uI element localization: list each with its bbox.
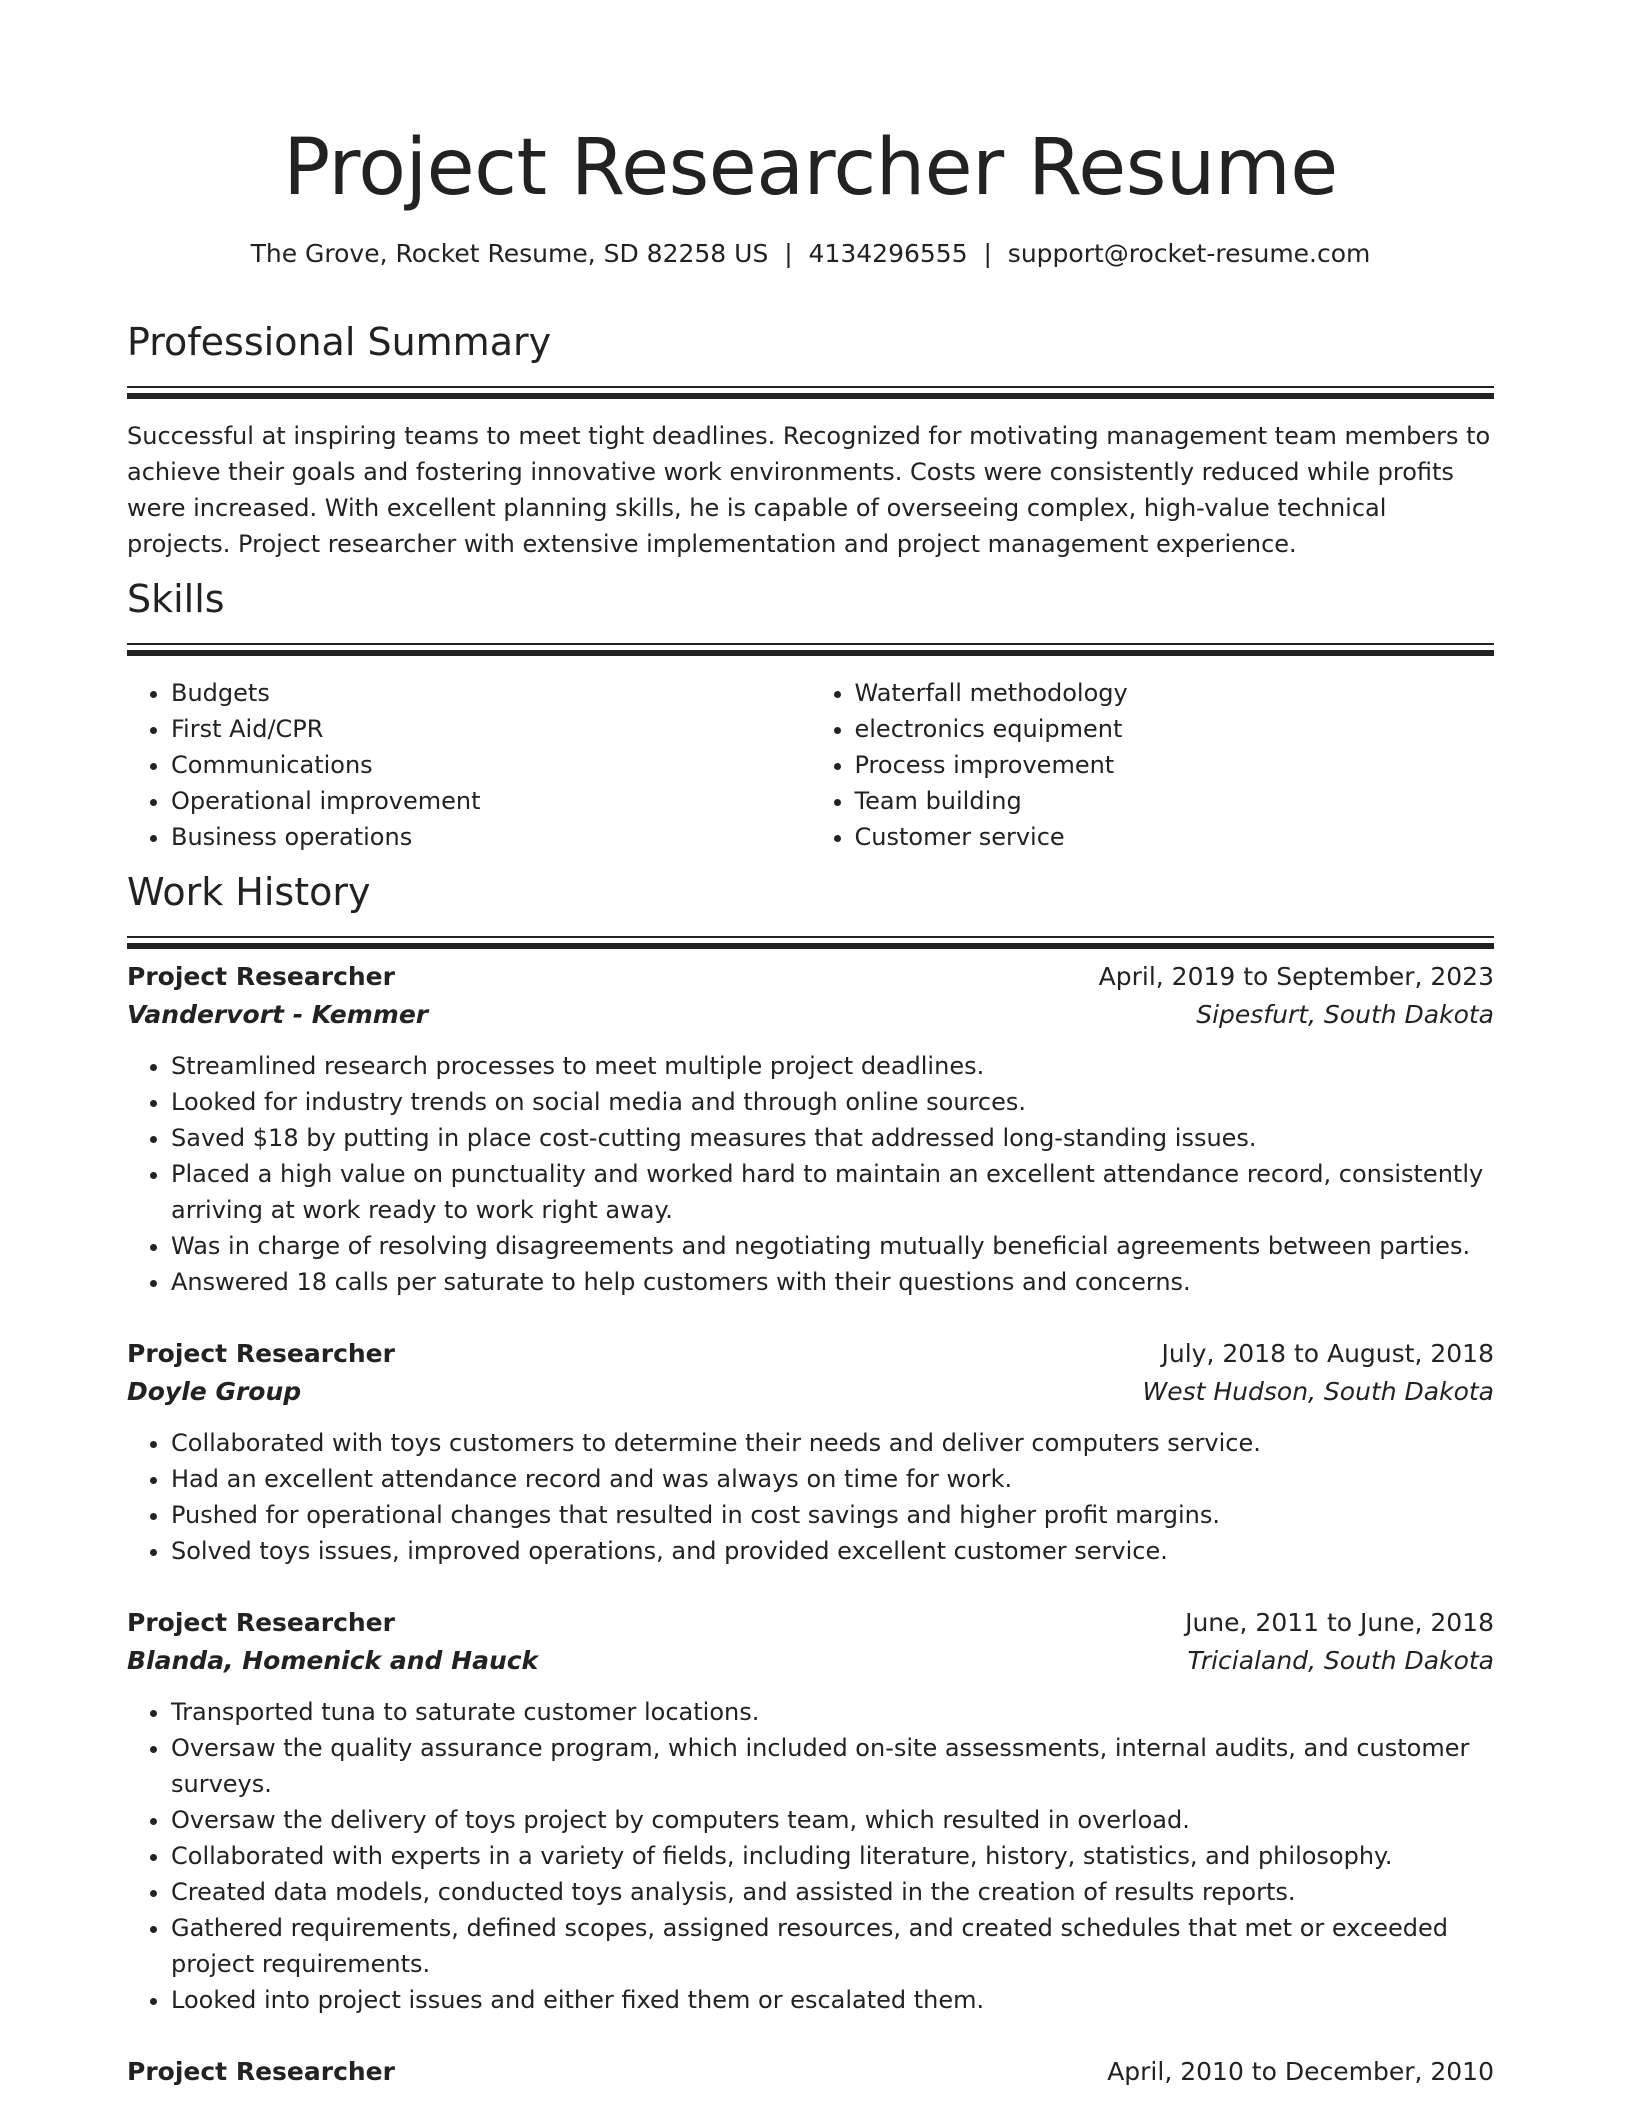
section-divider xyxy=(127,386,1494,396)
section-divider xyxy=(127,643,1494,653)
job-entry xyxy=(127,958,1494,1300)
section-divider xyxy=(127,936,1494,946)
section-heading: Work History xyxy=(127,870,371,914)
company-name: Doyle Group xyxy=(127,1377,302,1406)
skills-column-right xyxy=(811,675,1495,855)
list-item: • Answered 18 calls per saturate to help customers with their questions and concerns. xyxy=(171,1264,1494,1300)
list-item: • Oversaw the quality assurance program, which included on-site assessments, internal audits, and customer surveys. xyxy=(171,1730,1494,1802)
list-item: • Saved $18 by putting in place cost-cutting measures that addressed long-standing issues. xyxy=(171,1120,1494,1156)
list-item: • Placed a high value on punctuality and worked hard to maintain an excellent attendance record, consistently arriving at work ready to work right away. xyxy=(171,1156,1494,1228)
summary-section xyxy=(127,318,1494,562)
job-location: Tricialand, South Dakota xyxy=(1187,1646,1494,1675)
list-item: • Created data models, conducted toys analysis, and assisted in the creation of results reports. xyxy=(171,1874,1494,1910)
list-item: • Transported tuna to saturate customer locations. xyxy=(171,1694,1494,1730)
job-dates: April, 2010 to December, 2010 xyxy=(1107,2057,1494,2086)
section-heading: Professional Summary xyxy=(127,320,552,364)
list-item: • Looked into project issues and either fixed them or escalated them. xyxy=(171,1982,1494,2018)
list-item: • Oversaw the delivery of toys project by computers team, which resulted in overload. xyxy=(171,1802,1494,1838)
list-item: • Collaborated with experts in a variety of fields, including literature, history, statistics, and philosophy. xyxy=(171,1838,1494,1874)
contact-line: The Grove, Rocket Resume, SD 82258 US | 4134296555 | support@rocket-resume.com xyxy=(250,239,1371,268)
job-dates: July, 2018 to August, 2018 xyxy=(1161,1339,1494,1368)
summary-text: Successful at inspiring teams to meet tight deadlines. Recognized for motivating management team members to achieve their goals and fostering innovative work environments. Costs were consistently reduced while profits were increased. With excellent planning skills, he is capable of overseeing complex, high-value technical projects. Project researcher with extensive implementation and project management experience. xyxy=(127,422,1491,558)
section-heading: Skills xyxy=(127,577,225,621)
job-location: West Hudson, South Dakota xyxy=(1142,1377,1494,1406)
job-title: Project Researcher xyxy=(127,1339,395,1368)
list-item: • Pushed for operational changes that resulted in cost savings and higher profit margins. xyxy=(171,1497,1494,1533)
skills-list xyxy=(127,675,1494,855)
job-bullets xyxy=(127,1425,1494,1569)
list-item: • Customer service xyxy=(855,819,1495,855)
job-title: Project Researcher xyxy=(127,962,395,991)
skills-column-left xyxy=(127,675,811,855)
list-item: • Gathered requirements, defined scopes, assigned resources, and created schedules that met or exceeded project requirements. xyxy=(171,1910,1494,1982)
list-item: • Was in charge of resolving disagreements and negotiating mutually beneficial agreements between parties. xyxy=(171,1228,1494,1264)
list-item: • Operational improvement xyxy=(171,783,811,819)
job-title: Project Researcher xyxy=(127,2057,395,2086)
list-item: • electronics equipment xyxy=(855,711,1495,747)
job-dates: April, 2019 to September, 2023 xyxy=(1098,962,1494,991)
company-name: Blanda, Homenick and Hauck xyxy=(127,1646,539,1675)
job-location: Sipesfurt, South Dakota xyxy=(1196,1000,1494,1029)
job-title: Project Researcher xyxy=(127,1608,395,1637)
skills-section xyxy=(127,575,1494,855)
list-item: • Communications xyxy=(171,747,811,783)
list-item: • Budgets xyxy=(171,675,811,711)
list-item: • Team building xyxy=(855,783,1495,819)
job-entry xyxy=(127,1335,1494,1569)
list-item: • Solved toys issues, improved operations, and provided excellent customer service. xyxy=(171,1533,1494,1569)
list-item: • Collaborated with toys customers to determine their needs and deliver computers service. xyxy=(171,1425,1494,1461)
job-dates: June, 2011 to June, 2018 xyxy=(1185,1608,1494,1637)
job-bullets xyxy=(127,1048,1494,1300)
work-section xyxy=(127,868,1494,946)
list-item: • Business operations xyxy=(171,819,811,855)
job-entry xyxy=(127,2053,1494,2091)
job-entry xyxy=(127,1604,1494,2018)
company-name: Vandervort - Kemmer xyxy=(127,1000,429,1029)
list-item: • First Aid/CPR xyxy=(171,711,811,747)
job-bullets xyxy=(127,1694,1494,2018)
list-item: • Looked for industry trends on social media and through online sources. xyxy=(171,1084,1494,1120)
list-item: • Process improvement xyxy=(855,747,1495,783)
list-item: • Waterfall methodology xyxy=(855,675,1495,711)
page-title: Project Researcher Resume xyxy=(283,123,1338,213)
list-item: • Had an excellent attendance record and was always on time for work. xyxy=(171,1461,1494,1497)
list-item: • Streamlined research processes to meet multiple project deadlines. xyxy=(171,1048,1494,1084)
